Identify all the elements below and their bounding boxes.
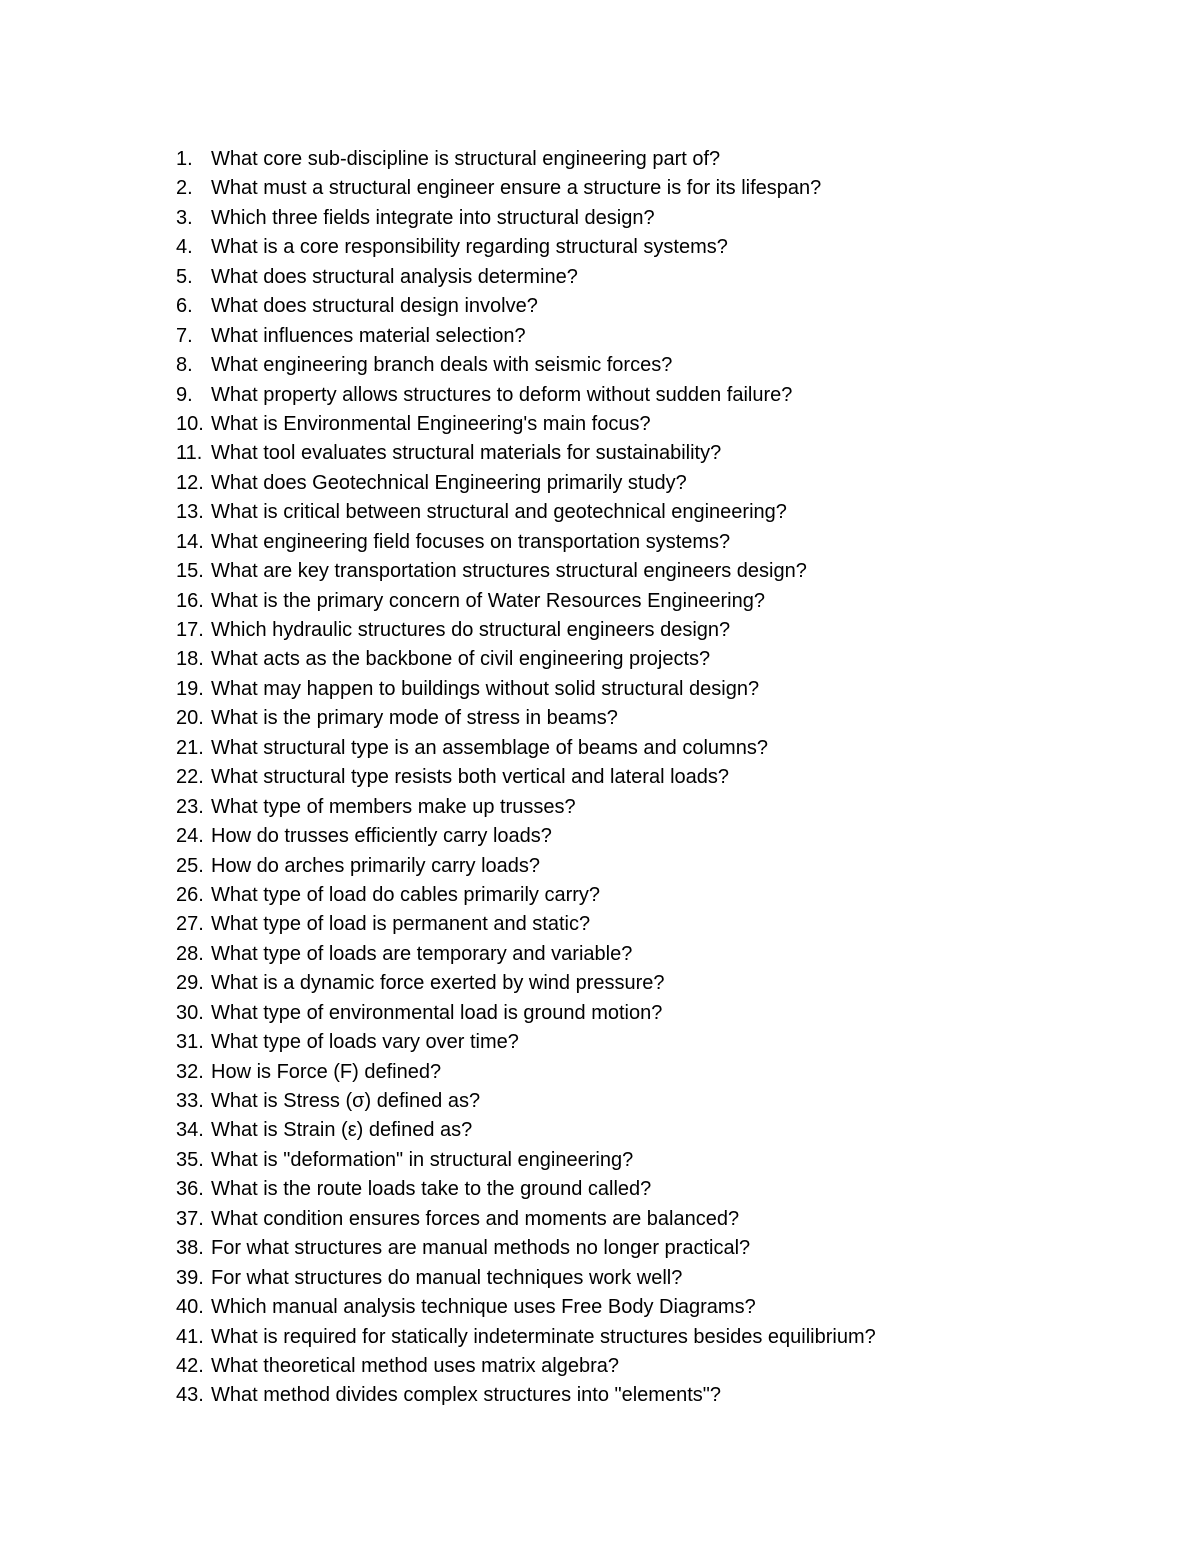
question-text: What tool evaluates structural materials for sustainability? xyxy=(211,442,722,465)
question-text: What type of environmental load is ground motion? xyxy=(211,1001,663,1024)
question-text: What type of members make up trusses? xyxy=(211,795,576,818)
question-text: What engineering branch deals with seismic forces? xyxy=(211,354,673,377)
question-text: What condition ensures forces and moments are balanced? xyxy=(211,1207,740,1230)
question-number: 43. xyxy=(176,1384,204,1407)
question-number: 33. xyxy=(176,1090,204,1112)
question-text: How is Force (F) defined? xyxy=(211,1060,442,1083)
question-number: 41. xyxy=(176,1325,204,1348)
question-number: 24. xyxy=(176,825,204,848)
question-number: 13. xyxy=(176,501,204,524)
question-text: What core sub-discipline is structural engineering part of? xyxy=(211,148,721,170)
question-text: For what structures do manual techniques work well? xyxy=(211,1266,683,1289)
question-text: What structural type is an assemblage of beams and columns? xyxy=(211,736,768,759)
question-text: What is the primary concern of Water Resources Engineering? xyxy=(211,589,765,612)
question-text: What type of load is permanent and static? xyxy=(211,913,591,936)
question-number: 40. xyxy=(176,1296,204,1319)
question-number: 31. xyxy=(176,1031,204,1054)
question-text: What is Stress (σ) defined as? xyxy=(211,1090,481,1112)
question-text: What theoretical method uses matrix algebra? xyxy=(211,1354,619,1377)
question-text: How do arches primarily carry loads? xyxy=(211,854,541,877)
question-number: 12. xyxy=(176,471,204,494)
question-text: For what structures are manual methods no longer practical? xyxy=(211,1237,751,1260)
question-number: 7. xyxy=(176,324,193,347)
question-number: 38. xyxy=(176,1237,204,1260)
question-text: What may happen to buildings without solid structural design? xyxy=(211,677,760,700)
question-text: What is "deformation" in structural engineering? xyxy=(211,1148,634,1171)
question-number: 36. xyxy=(176,1178,204,1201)
question-text: What method divides complex structures into "elements"? xyxy=(211,1384,721,1407)
question-number: 17. xyxy=(176,619,204,641)
question-number: 1. xyxy=(176,148,193,170)
question-text: What is the primary mode of stress in beams? xyxy=(211,707,618,730)
question-number: 21. xyxy=(176,736,204,759)
question-number: 6. xyxy=(176,295,193,318)
question-text: Which manual analysis technique uses Free Body Diagrams? xyxy=(211,1296,756,1319)
question-number: 35. xyxy=(176,1148,204,1171)
question-number: 8. xyxy=(176,354,193,377)
question-text: What acts as the backbone of civil engineering projects? xyxy=(211,648,711,671)
question-text: What does Geotechnical Engineering primarily study? xyxy=(211,471,687,494)
question-number: 34. xyxy=(176,1119,204,1142)
question-number: 20. xyxy=(176,707,204,730)
question-text: What is Strain (ε) defined as? xyxy=(211,1119,473,1142)
question-text: What type of loads vary over time? xyxy=(211,1031,519,1054)
question-text: What does structural analysis determine? xyxy=(211,265,578,288)
question-text: What engineering field focuses on transportation systems? xyxy=(211,530,731,553)
question-text: What structural type resists both vertical and lateral loads? xyxy=(211,766,730,789)
question-number: 2. xyxy=(176,177,193,200)
question-number: 4. xyxy=(176,236,193,259)
question-number: 10. xyxy=(176,412,204,435)
question-text: What does structural design involve? xyxy=(211,295,538,318)
question-text: What are key transportation structures structural engineers design? xyxy=(211,560,807,583)
question-text: What influences material selection? xyxy=(211,324,526,347)
question-number: 9. xyxy=(176,383,193,406)
question-number: 19. xyxy=(176,677,204,700)
question-number: 18. xyxy=(176,648,204,671)
question-number: 22. xyxy=(176,766,204,789)
question-number: 29. xyxy=(176,972,204,995)
question-number: 28. xyxy=(176,942,204,965)
question-text: What is a dynamic force exerted by wind pressure? xyxy=(211,972,665,995)
question-number: 42. xyxy=(176,1354,204,1377)
question-text: What is a core responsibility regarding structural systems? xyxy=(211,236,728,259)
question-number: 39. xyxy=(176,1266,204,1289)
question-number: 30. xyxy=(176,1001,204,1024)
question-text: How do trusses efficiently carry loads? xyxy=(211,825,552,848)
question-number: 14. xyxy=(176,530,204,553)
question-text: What type of load do cables primarily carry? xyxy=(211,883,601,906)
question-text: What must a structural engineer ensure a structure is for its lifespan? xyxy=(211,177,822,200)
question-number: 5. xyxy=(176,265,193,288)
question-text: What property allows structures to deform without sudden failure? xyxy=(211,383,793,406)
question-text: Which hydraulic structures do structural engineers design? xyxy=(211,619,731,641)
question-text: What is critical between structural and geotechnical engineering? xyxy=(211,501,787,524)
question-text: What is the route loads take to the ground called? xyxy=(211,1178,652,1201)
question-number: 27. xyxy=(176,913,204,936)
question-number: 3. xyxy=(176,206,193,229)
question-number: 15. xyxy=(176,560,204,583)
question-number: 11. xyxy=(176,442,203,465)
question-text: What is required for statically indeterminate structures besides equilibrium? xyxy=(211,1325,876,1348)
question-number: 25. xyxy=(176,854,204,877)
question-number: 26. xyxy=(176,883,204,906)
question-number: 16. xyxy=(176,589,204,612)
question-text: What type of loads are temporary and variable? xyxy=(211,942,633,965)
question-text: What is Environmental Engineering's main focus? xyxy=(211,412,651,435)
question-number: 23. xyxy=(176,795,204,818)
question-number: 32. xyxy=(176,1060,204,1083)
question-number: 37. xyxy=(176,1207,204,1230)
question-text: Which three fields integrate into structural design? xyxy=(211,206,655,229)
